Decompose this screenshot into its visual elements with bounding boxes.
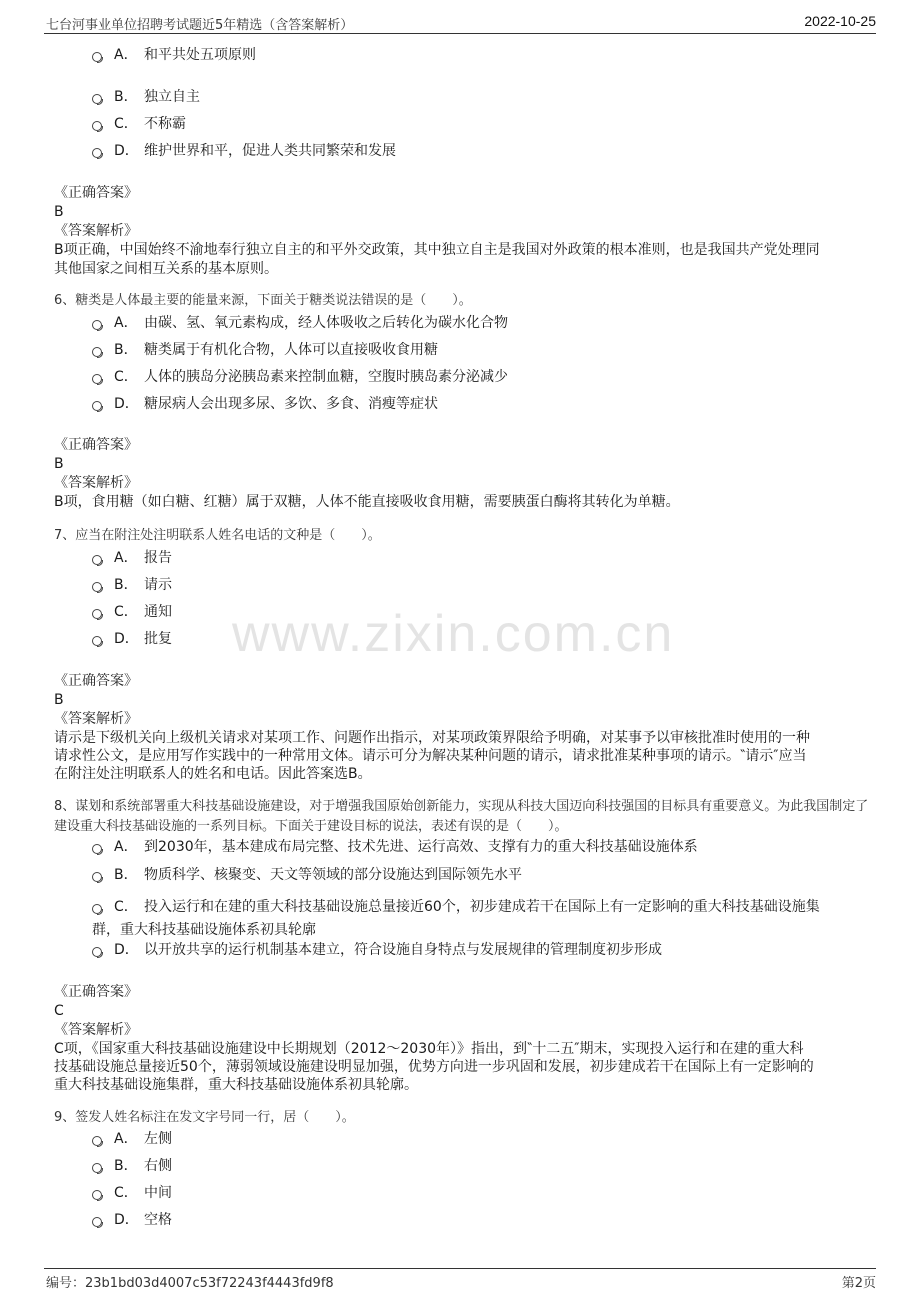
option-text: 请示 [144,577,172,593]
option-text: 投入运行和在建的重大科技基础设施总量接近60个，初步建成若干在国际上有一定影响的重大科技基础设施集 [144,899,820,915]
q6-answer-label: 《正确答案》 [54,437,138,453]
document-title: 七台河事业单位招聘考试题近5年精选（含答案解析） [46,18,354,33]
option-text: 到2030年，基本建成布局完整、技术先进、运行高效、支撑有力的重大科技基础设施体系 [144,839,698,855]
q7-analysis-line: 在附注处注明联系人的姓名和电话。因此答案选B。 [54,766,372,782]
option-text: 中间 [144,1185,172,1201]
radio-icon[interactable] [92,1190,102,1200]
option-text: 由碳、氢、氧元素构成，经人体吸收之后转化为碳水化合物 [144,315,508,331]
document-date: 2022-10-25 [804,13,876,29]
q8-answer-label: 《正确答案》 [54,984,138,1000]
q7-question: 7、应当在附注处注明联系人姓名电话的文种是（ ）。 [54,528,381,543]
radio-icon[interactable] [92,609,102,619]
q5-analysis-line: 其他国家之间相互关系的基本原则。 [54,261,278,277]
q7-analysis-line: 请示是下级机关向上级机关请求对某项工作、问题作出指示，对某项政策界限给予明确，对某事予以审核批准时使用的一种 [54,730,810,746]
radio-icon[interactable] [92,374,102,384]
option-letter: A． [114,315,138,331]
option-text: 维护世界和平，促进人类共同繁荣和发展 [144,143,396,159]
radio-icon[interactable] [92,582,102,592]
q7-analysis-line: 请求性公文，是应用写作实践中的一种常用文体。请示可分为解决某种问题的请示，请求批准某种事项的请示。‶请示″应当 [54,748,807,764]
radio-icon[interactable] [92,636,102,646]
footer-rule [44,1268,876,1269]
option-letter: B． [114,577,138,593]
radio-icon[interactable] [92,148,102,158]
q6-analysis-line: B项，食用糖（如白糖、红糖）属于双糖，人体不能直接吸收食用糖，需要胰蛋白酶将其转化为单糖。 [54,494,680,510]
option-letter: B． [114,89,138,105]
watermark: www.zixin.com.cn [232,605,675,663]
radio-icon[interactable] [92,121,102,131]
radio-icon[interactable] [92,320,102,330]
option-letter: B． [114,342,138,358]
option-letter: D． [114,631,139,647]
radio-icon[interactable] [92,904,102,914]
option-text: 报告 [144,550,172,566]
option-text: 人体的胰岛分泌胰岛素来控制血糖，空腹时胰岛素分泌减少 [144,369,508,385]
option-text: 空格 [144,1212,172,1228]
option-letter: A． [114,550,138,566]
radio-icon[interactable] [92,94,102,104]
radio-icon[interactable] [92,844,102,854]
option-text: 左侧 [144,1131,172,1147]
q6-question: 6、糖类是人体最主要的能量来源，下面关于糖类说法错误的是（ ）。 [54,293,472,308]
option-letter: A． [114,47,138,63]
q7-answer: B [54,692,64,708]
q9-question: 9、签发人姓名标注在发文字号同一行，居（ ）。 [54,1110,355,1125]
q7-analysis-label: 《答案解析》 [54,711,138,727]
option-text: 和平共处五项原则 [144,47,256,63]
option-letter: C． [114,1185,138,1201]
option-letter: D． [114,143,139,159]
option-text: 糖尿病人会出现多尿、多饮、多食、消瘦等症状 [144,396,438,412]
radio-icon[interactable] [92,401,102,411]
option-text: 以开放共享的运行机制基本建立，符合设施自身特点与发展规律的管理制度初步形成 [144,942,662,958]
option-letter: D． [114,942,139,958]
q5-analysis-label: 《答案解析》 [54,223,138,239]
radio-icon[interactable] [92,1217,102,1227]
option-text: 右侧 [144,1158,172,1174]
q5-answer-label: 《正确答案》 [54,185,138,201]
option-letter: D． [114,396,139,412]
q8-analysis-line: 重大科技基础设施集群，重大科技基础设施体系初具轮廓。 [54,1077,418,1093]
option-text: 糖类属于有机化合物，人体可以直接吸收食用糖 [144,342,438,358]
q8-question-line: 8、谋划和系统部署重大科技基础设施建设，对于增强我国原始创新能力，实现从科技大国迈向科技强国的目标具有重要意义。为此我国制定了 [54,799,869,814]
q5-analysis-line: B项正确，中国始终不渝地奉行独立自主的和平外交政策，其中独立自主是我国对外政策的根本准则，也是我国共产党处理同 [54,242,820,258]
option-text: 不称霸 [144,116,186,132]
q6-analysis-label: 《答案解析》 [54,475,138,491]
option-letter: A． [114,1131,138,1147]
radio-icon[interactable] [92,555,102,565]
radio-icon[interactable] [92,1163,102,1173]
option-letter: D． [114,1212,139,1228]
q8-question-line: 建设重大科技基础设施的一系列目标。下面关于建设目标的说法，表述有误的是（ ）。 [54,819,568,834]
radio-icon[interactable] [92,947,102,957]
q5-answer: B [54,204,64,220]
option-text: 独立自主 [144,89,200,105]
radio-icon[interactable] [92,347,102,357]
option-letter: B． [114,867,138,883]
q6-answer: B [54,456,64,472]
q8-analysis-line: 技基础设施总量接近50个，薄弱领域设施建设明显加强，优势方向进一步巩固和发展，初步建成若干在国际上有一定影响的 [54,1059,814,1075]
radio-icon[interactable] [92,1136,102,1146]
option-letter: A． [114,839,138,855]
option-letter: C． [114,116,138,132]
option-letter: C． [114,604,138,620]
q7-answer-label: 《正确答案》 [54,673,138,689]
radio-icon[interactable] [92,872,102,882]
q8-analysis-line: C项，《国家重大科技基础设施建设中长期规划（2012～2030年）》指出，到‶十二五″期末，实现投入运行和在建的重大科 [54,1041,804,1057]
option-text: 物质科学、核聚变、天文等领域的部分设施达到国际领先水平 [144,867,522,883]
q8-answer: C [54,1003,64,1019]
radio-icon[interactable] [92,52,102,62]
page-number: 第2页 [841,1276,876,1291]
option-letter: C． [114,369,138,385]
option-text: 通知 [144,604,172,620]
header-rule [44,33,876,34]
document-code: 编号：23b1bd03d4007c53f72243f4443fd9f8 [46,1276,334,1291]
option-letter: C． [114,899,138,915]
q8-option-c-continuation: 群，重大科技基础设施体系初具轮廓 [92,922,316,938]
option-text: 批复 [144,631,172,647]
q8-analysis-label: 《答案解析》 [54,1022,138,1038]
option-letter: B． [114,1158,138,1174]
